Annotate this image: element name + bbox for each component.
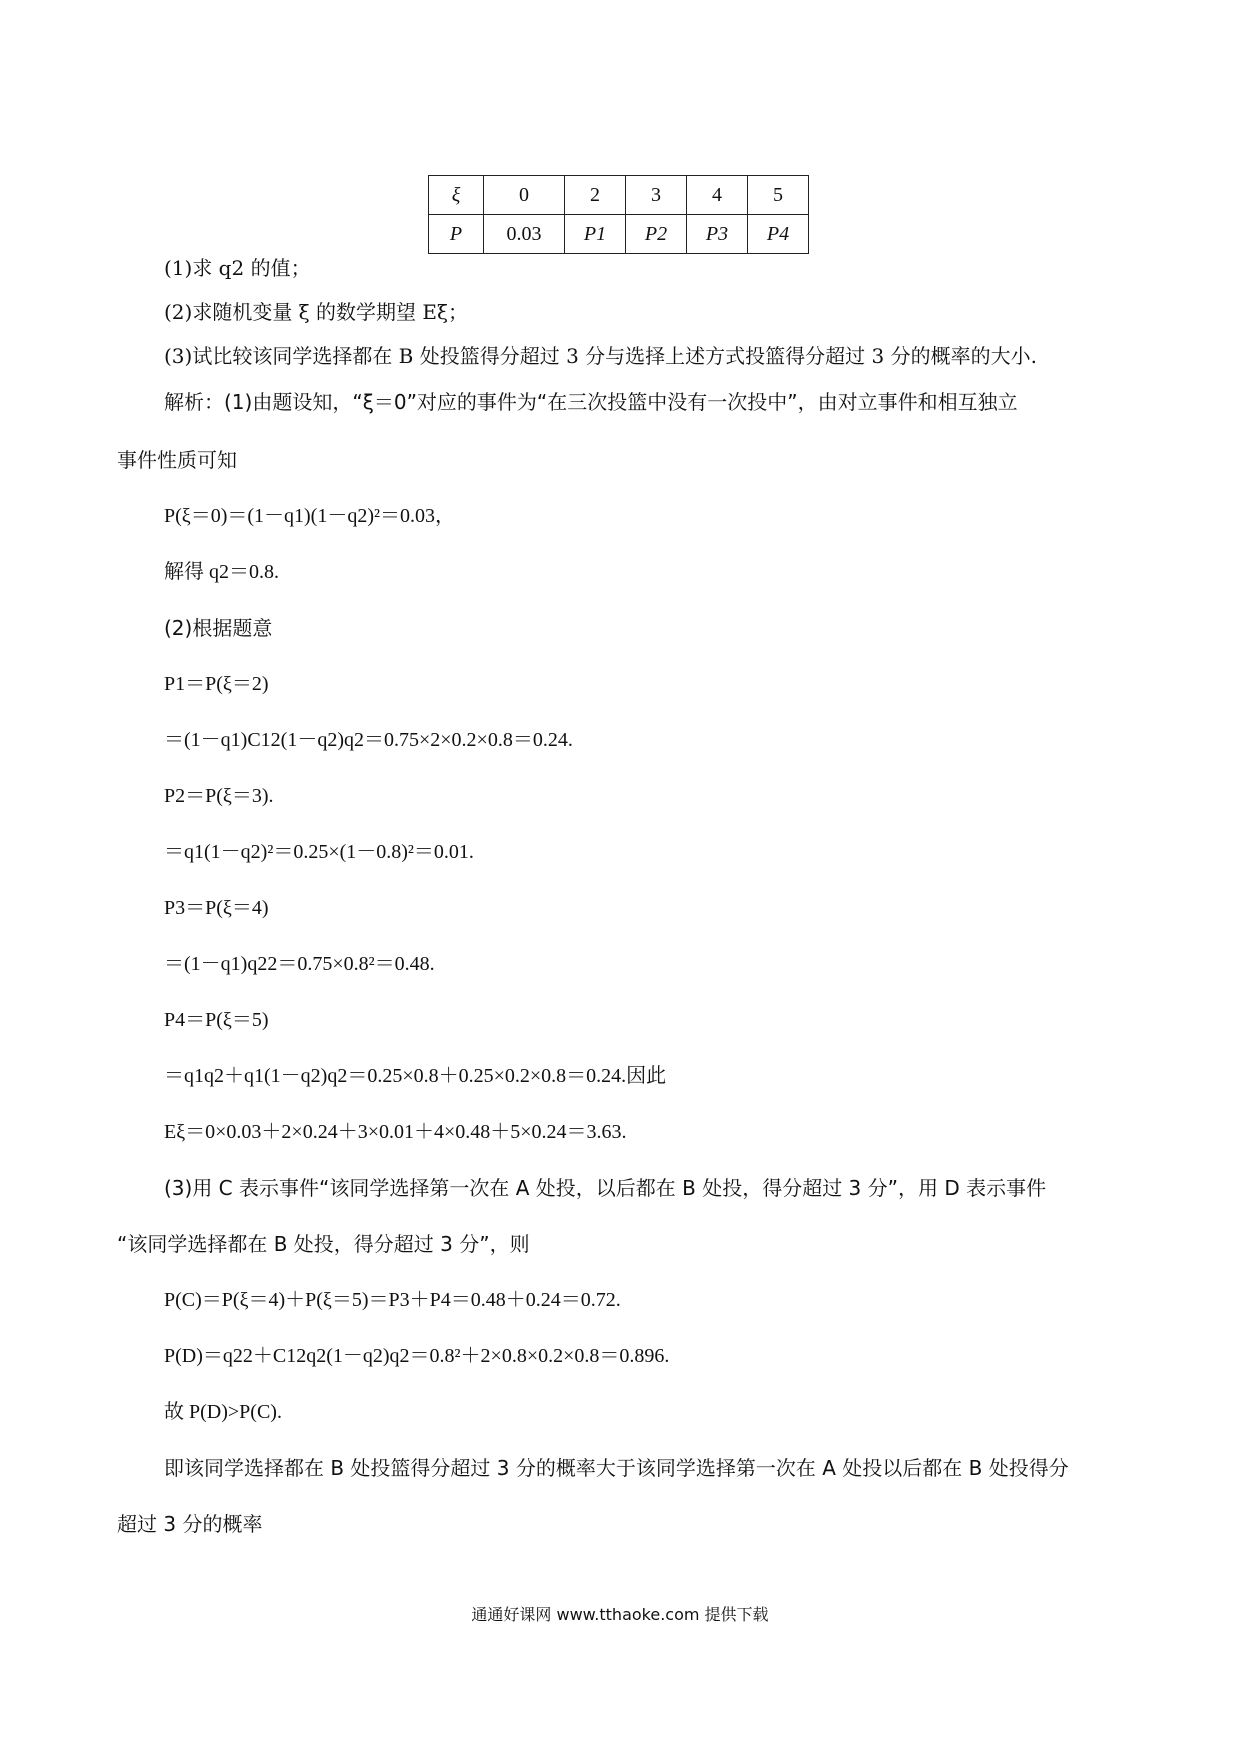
table-cell: 0.03 <box>484 215 565 254</box>
page-footer: 通通好课网 www.tthaoke.com 提供下载 <box>471 1605 769 1624</box>
question-1: (1)求 q2 的值； <box>164 256 311 280</box>
question-3: (3)试比较该同学选择都在 B 处投篮得分超过 3 分与选择上述方式投篮得分超过 3 分的概率的大小. <box>164 344 1037 368</box>
solution-part2-heading: (2)根据题意 <box>164 616 273 640</box>
table-cell: P3 <box>687 215 748 254</box>
conclusion-line1: 即该同学选择都在 B 处投篮得分超过 3 分的概率大于该同学选择第一次在 A 处投以后都在 B 处投得分 <box>164 1456 1069 1480</box>
equation: ＝q1q2＋q1(1－q2)q2＝0.25×0.8＋0.25×0.2×0.8＝0.24.因此 <box>164 1065 667 1087</box>
equation: P(C)＝P(ξ＝4)＋P(ξ＝5)＝P3＋P4＝0.48＋0.24＝0.72. <box>164 1289 621 1311</box>
solution-part1-line1: 解析：(1)由题设知，“ξ＝0”对应的事件为“在三次投篮中没有一次投中”，由对立事件和相互独立 <box>164 390 1018 414</box>
conclusion-line2: 超过 3 分的概率 <box>117 1512 263 1536</box>
equation: 故 P(D)>P(C). <box>164 1401 282 1423</box>
equation: ＝q1(1－q2)²＝0.25×(1－0.8)²＝0.01. <box>164 841 474 863</box>
solution-part1-line2: 事件性质可知 <box>117 448 237 472</box>
table-row <box>429 215 809 254</box>
solution-part3-line1: (3)用 C 表示事件“该同学选择第一次在 A 处投，以后都在 B 处投，得分超过 3 分”，用 D 表示事件 <box>164 1176 1047 1200</box>
table-cell: P1 <box>565 215 626 254</box>
equation: P3＝P(ξ＝4) <box>164 897 269 919</box>
table-cell: 4 <box>687 176 748 215</box>
table-cell: 3 <box>626 176 687 215</box>
equation: P(ξ＝0)＝(1－q1)(1－q2)²＝0.03， <box>164 505 455 527</box>
solution-part3-line2: “该同学选择都在 B 处投，得分超过 3 分”，则 <box>117 1232 530 1256</box>
table-cell: P <box>429 215 484 254</box>
table-cell: P2 <box>626 215 687 254</box>
equation: P4＝P(ξ＝5) <box>164 1009 269 1031</box>
equation: P1＝P(ξ＝2) <box>164 673 269 695</box>
table-cell: 0 <box>484 176 565 215</box>
table-cell: P4 <box>748 215 809 254</box>
table-cell: ξ <box>429 176 484 215</box>
equation: ＝(1－q1)C12(1－q2)q2＝0.75×2×0.2×0.8＝0.24. <box>164 729 573 751</box>
table-row <box>429 176 809 215</box>
equation: 解得 q2＝0.8. <box>164 561 279 583</box>
equation: Eξ＝0×0.03＋2×0.24＋3×0.01＋4×0.48＋5×0.24＝3.63. <box>164 1121 627 1143</box>
equation: P(D)＝q22＋C12q2(1－q2)q2＝0.8²＋2×0.8×0.2×0.8＝0.896. <box>164 1345 670 1367</box>
question-2: (2)求随机变量 ξ 的数学期望 Eξ； <box>164 300 469 324</box>
distribution-table <box>428 175 809 254</box>
equation: P2＝P(ξ＝3). <box>164 785 274 807</box>
table-cell: 2 <box>565 176 626 215</box>
table-cell: 5 <box>748 176 809 215</box>
equation: ＝(1－q1)q22＝0.75×0.8²＝0.48. <box>164 953 435 975</box>
